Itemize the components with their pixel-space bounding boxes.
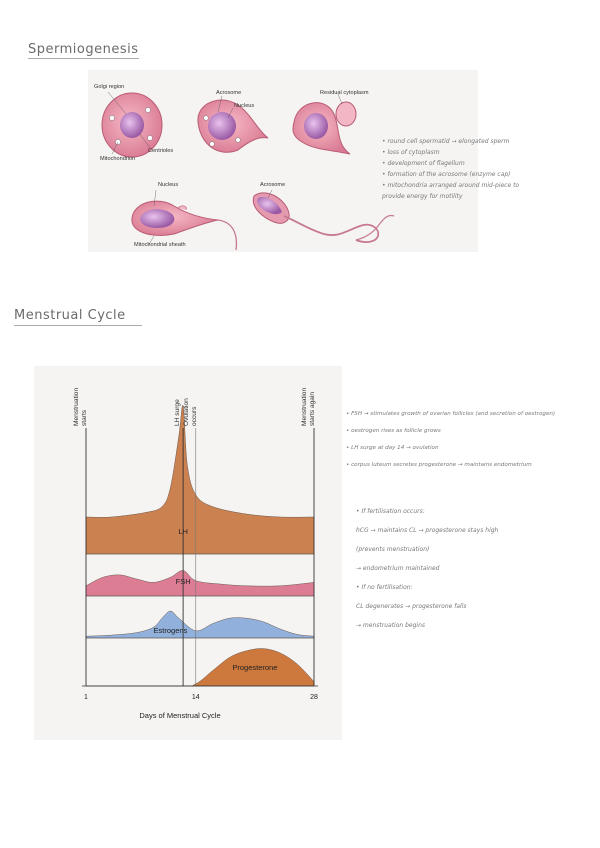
- note-line: • development of flagellum: [382, 160, 465, 167]
- spermatid-stage-2: [198, 96, 268, 152]
- section-2-notes-mid: [356, 502, 594, 635]
- series-area-progesterone: [86, 649, 314, 687]
- x-axis-label: Days of Menstrual Cycle: [139, 711, 221, 720]
- section-2-notes-top: [346, 406, 596, 474]
- series-label-lh: LH: [178, 527, 188, 536]
- note-line: → endometrium maintained: [356, 565, 440, 572]
- label-residual-cytoplasm: Residual cytoplasm: [320, 90, 369, 96]
- series-label-fsh: FSH: [175, 577, 191, 586]
- label-golgi-region: Golgi region: [94, 84, 125, 90]
- marker-label: starts: [81, 409, 88, 426]
- marker-label: starts again: [309, 391, 316, 426]
- marker-label: occurs: [190, 406, 198, 426]
- note-line: • round cell spermatid → elongated sperm: [382, 138, 510, 145]
- label-acrosome-1: Acrosome: [216, 90, 242, 96]
- section-1-heading-text: Spermiogenesis: [28, 42, 139, 57]
- x-tick-label: 28: [310, 694, 318, 701]
- menstrual-cycle-chart: [34, 366, 342, 740]
- note-line: provide energy for motility: [382, 193, 463, 200]
- note-line: • LH surge at day 14 → ovulation: [346, 445, 439, 451]
- series-area-fsh: [86, 570, 314, 596]
- note-line: • If fertilisation occurs:: [356, 508, 425, 515]
- spermatid-stage-4: [132, 190, 237, 250]
- note-line: • loss of cytoplasm: [382, 149, 440, 156]
- note-line: • If no fertilisation:: [356, 584, 413, 591]
- series-area-estrogens: [86, 611, 314, 638]
- label-mitochondrion: Mitochondrion: [100, 156, 136, 162]
- marker-label: Menstruation: [73, 387, 80, 426]
- note-line: • corpus luteum secretes progesterone → maintains endometrium: [346, 462, 532, 468]
- series-label-estrogens: Estrogens: [153, 626, 188, 635]
- section-1-notes: [382, 136, 587, 202]
- note-line: → menstruation begins: [356, 622, 426, 629]
- section-1-heading: [28, 42, 139, 59]
- note-line: CL degenerates → progesterone falls: [356, 603, 467, 610]
- x-tick-label: 14: [191, 694, 200, 701]
- series-label-progesterone: Progesterone: [232, 663, 278, 672]
- menstrual-chart-panel: [34, 366, 342, 740]
- note-line: • mitochondria arranged around mid-piece to: [382, 182, 520, 189]
- label-mitochondrial-sheath: Mitochondrial sheath: [134, 242, 186, 248]
- spermatid-stage-3: [293, 94, 356, 154]
- section-2-heading-text: Menstrual Cycle: [14, 308, 126, 323]
- marker-label: Ovulation: [182, 398, 190, 426]
- label-acrosome-2: Acrosome: [260, 182, 286, 188]
- note-line: hCG → maintains CL → progesterone stays high: [356, 527, 499, 534]
- x-tick-label: 1: [84, 694, 88, 701]
- label-nucleus-1: Nucleus: [234, 103, 255, 109]
- note-line: • oestrogen rises as follicle grows: [346, 428, 441, 434]
- note-line: • formation of the acrosome (enzyme cap): [382, 171, 511, 178]
- note-line: • FSH → stimulates growth of ovarian follicles (and secretion of oestrogen): [346, 411, 556, 417]
- marker-label: LH surge: [174, 399, 182, 426]
- section-2-heading: [14, 308, 142, 326]
- marker-label: Menstruation: [301, 387, 308, 426]
- series-area-lh: [86, 405, 314, 554]
- mature-sperm: [253, 190, 394, 242]
- note-line: (prevents menstruation): [356, 546, 430, 553]
- label-nucleus-2: Nucleus: [158, 182, 179, 188]
- label-centrioles: Centrioles: [148, 148, 174, 154]
